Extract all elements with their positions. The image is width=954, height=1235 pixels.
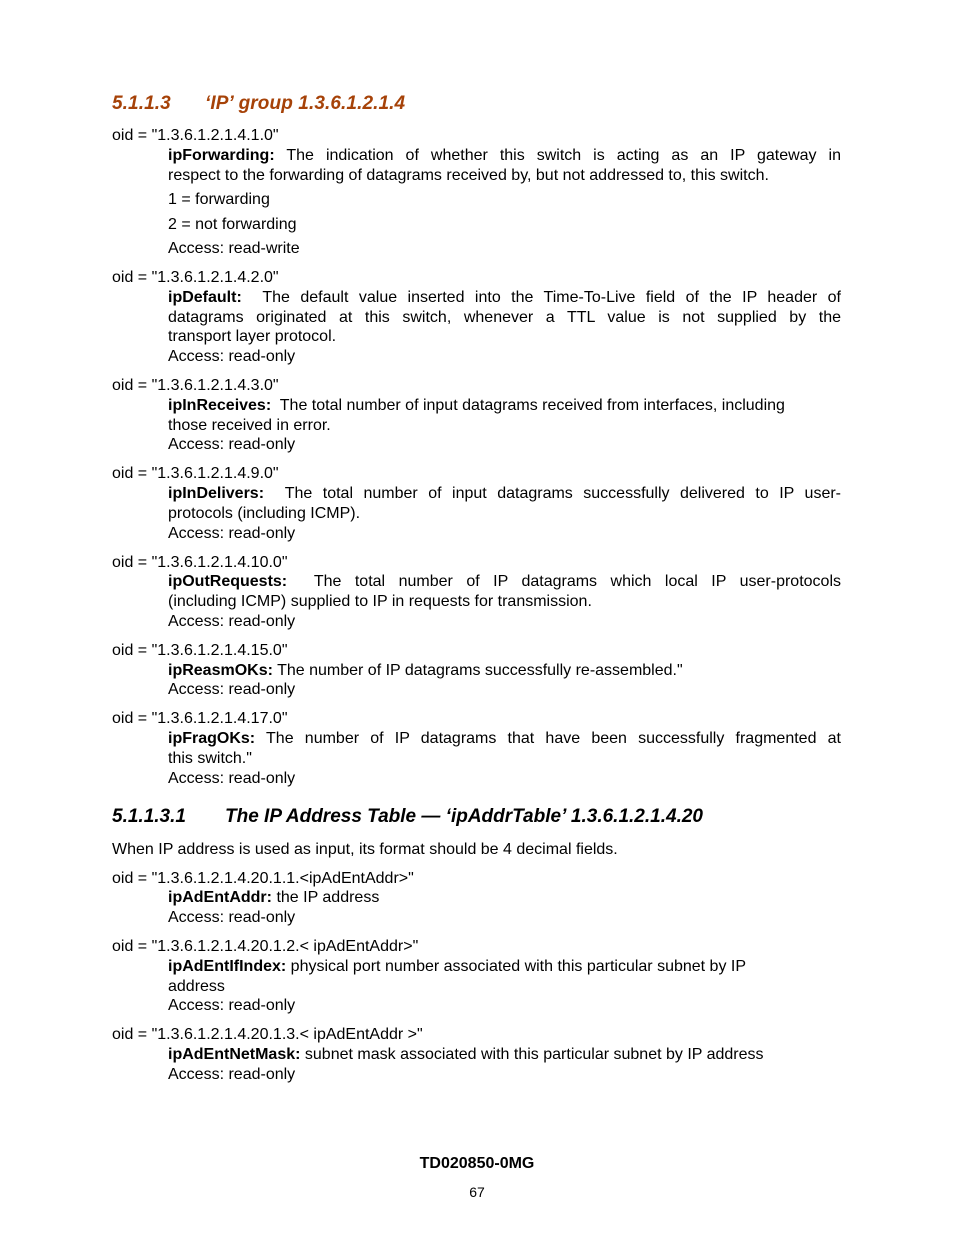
access-line: Access: read-write: [168, 240, 300, 257]
entry-name: ipInReceives:: [168, 397, 272, 414]
access-line: Access: read-only: [168, 436, 296, 453]
oid-line: oid = "1.3.6.1.2.1.4.1.0": [112, 127, 279, 144]
section-heading: [112, 93, 405, 115]
entry-name: ipForwarding:: [168, 147, 275, 164]
access-line: Access: read-only: [168, 613, 296, 630]
entry-description-cont: protocols (including ICMP).: [168, 505, 361, 522]
subsection-number: 5.1.1.3.1: [112, 806, 186, 827]
entry-description: ipInReceives: The total number of input datagrams received from interfaces, including: [168, 397, 785, 414]
entry-name: ipInDelivers:: [168, 485, 265, 502]
access-line: Access: read-only: [168, 525, 296, 542]
entry-name: ipOutRequests:: [168, 573, 288, 590]
oid-line: oid = "1.3.6.1.2.1.4.2.0": [112, 269, 279, 286]
entry-description-cont: respect to the forwarding of datagrams received by, but not addressed to, this switch.: [168, 167, 769, 184]
entry-description: ipDefault: The default value inserted into the Time-To-Live field of the IP header of: [168, 289, 841, 306]
oid-line: oid = "1.3.6.1.2.1.4.20.1.1.<ipAdEntAddr>": [112, 870, 414, 887]
oid-line: oid = "1.3.6.1.2.1.4.20.1.3.< ipAdEntAddr >": [112, 1026, 423, 1043]
oid-line: oid = "1.3.6.1.2.1.4.10.0": [112, 554, 288, 571]
entry-description: ipOutRequests: The total number of IP datagrams which local IP user-protocols: [168, 573, 841, 590]
entry-description-cont: address: [168, 978, 225, 995]
entry-description: ipAdEntAddr: the IP address: [168, 889, 380, 906]
subsection-title: The IP Address Table — ‘ipAddrTable’ 1.3.6.1.2.1.4.20: [225, 806, 703, 827]
oid-line: oid = "1.3.6.1.2.1.4.20.1.2.< ipAdEntAddr>": [112, 938, 419, 955]
page-number: 67: [469, 1184, 485, 1200]
subsection-heading: [112, 806, 703, 828]
value-option: 2 = not forwarding: [168, 216, 297, 233]
entry-name: ipAdEntIfIndex:: [168, 958, 287, 975]
access-line: Access: read-only: [168, 909, 296, 926]
access-line: Access: read-only: [168, 681, 296, 698]
entry-description-cont: datagrams originated at this switch, whenever a TTL value is not supplied by the: [168, 309, 841, 326]
entry-description: ipAdEntNetMask: subnet mask associated with this particular subnet by IP address: [168, 1046, 764, 1063]
section-number: 5.1.1.3: [112, 93, 171, 114]
access-line: Access: read-only: [168, 348, 296, 365]
entry-description-cont: those received in error.: [168, 417, 331, 434]
entry-description: ipAdEntIfIndex: physical port number associated with this particular subnet by IP: [168, 958, 747, 975]
entry-name: ipFragOKs:: [168, 730, 256, 747]
entry-description: ipInDelivers: The total number of input datagrams successfully delivered to IP user-: [168, 485, 841, 502]
access-line: Access: read-only: [168, 770, 296, 787]
entry-name: ipReasmOKs:: [168, 662, 273, 679]
entry-description-cont: transport layer protocol.: [168, 328, 337, 345]
oid-line: oid = "1.3.6.1.2.1.4.3.0": [112, 377, 279, 394]
intro-text: When IP address is used as input, its format should be 4 decimal fields.: [112, 841, 618, 858]
entry-description-cont: this switch.": [168, 750, 252, 767]
section-title: ‘IP’ group 1.3.6.1.2.1.4: [205, 93, 406, 114]
value-option: 1 = forwarding: [168, 191, 270, 208]
entry-description: ipFragOKs: The number of IP datagrams that have been successfully fragmented at: [168, 730, 842, 747]
footer-document-id: TD020850-0MG: [419, 1155, 535, 1172]
oid-line: oid = "1.3.6.1.2.1.4.15.0": [112, 642, 288, 659]
entry-description: ipForwarding: The indication of whether this switch is acting as an IP gateway in: [168, 147, 842, 164]
entry-name: ipAdEntAddr:: [168, 889, 272, 906]
oid-line: oid = "1.3.6.1.2.1.4.17.0": [112, 710, 288, 727]
entry-description-cont: (including ICMP) supplied to IP in requests for transmission.: [168, 593, 592, 610]
oid-line: oid = "1.3.6.1.2.1.4.9.0": [112, 465, 279, 482]
entry-name: ipAdEntNetMask:: [168, 1046, 301, 1063]
access-line: Access: read-only: [168, 997, 296, 1014]
entry-name: ipDefault:: [168, 289, 242, 306]
entry-description: ipReasmOKs: The number of IP datagrams successfully re-assembled.": [168, 662, 683, 679]
access-line: Access: read-only: [168, 1066, 296, 1083]
